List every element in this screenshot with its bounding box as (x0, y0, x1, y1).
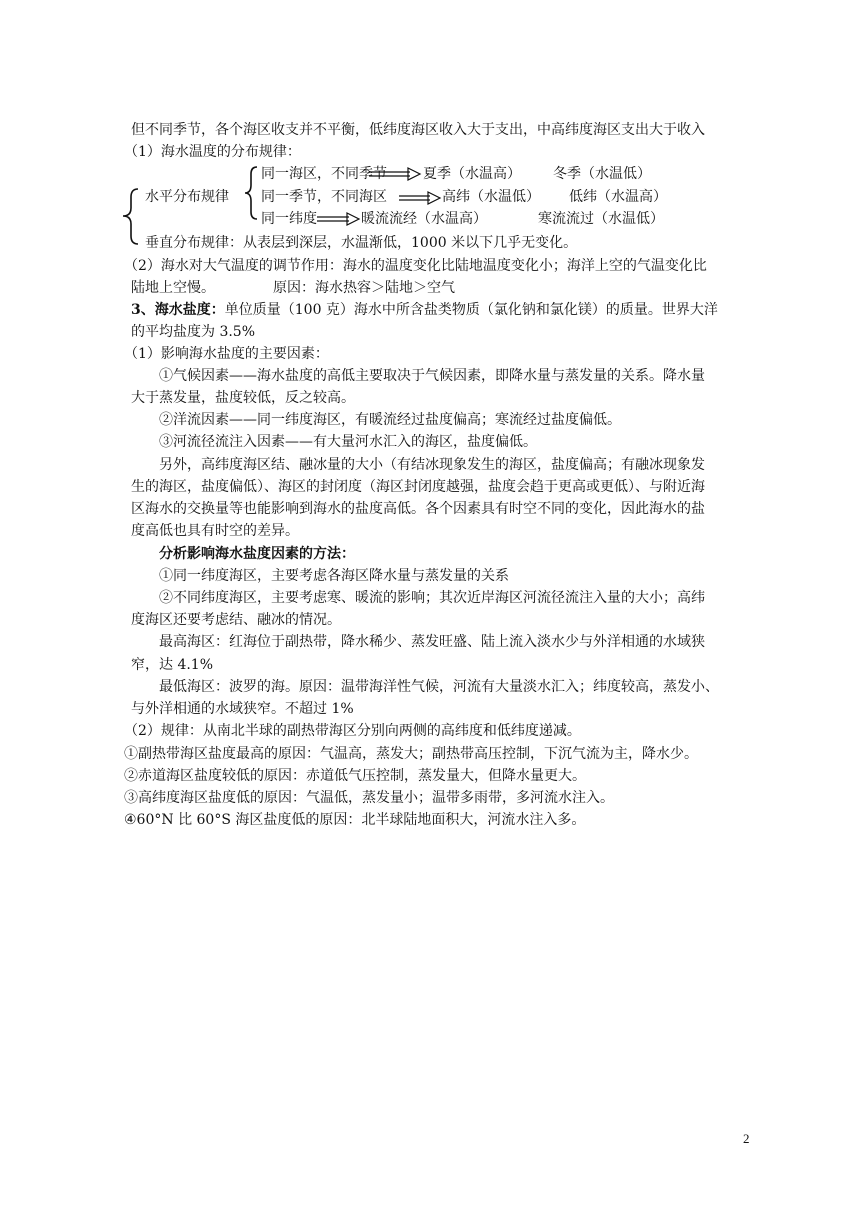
text-line: （1）影响海水盐度的主要因素： (124, 346, 329, 362)
inner-brace (245, 167, 257, 219)
text-line: 与外洋相通的水域狭窄。不超过 1% (131, 701, 354, 717)
tree-label-same-season: 同一季节，不同海区 (261, 189, 387, 205)
text-line: ②赤道海区盐度较低的原因：赤道低气压控制，蒸发量大，但降水量更大。 (124, 768, 586, 784)
salinity-definition: 单位质量（100 克）海水中所含盐类物质（氯化钠和氯化镁）的质量。世界大洋 (224, 302, 718, 318)
text-line: ①气候因素——海水盐度的高低主要取决于气候因素，即降水量与蒸发量的关系。降水量 (159, 368, 705, 384)
text-line: 陆地上空慢。 (131, 280, 215, 296)
section-heading-temperature: （1）海水温度的分布规律： (124, 144, 301, 160)
text-line: 度高低也具有时空的差异。 (131, 523, 299, 539)
salinity-heading-label: 3、海水盐度： (131, 302, 225, 318)
text-line: （2）规律：从南北半球的副热带海区分别向两侧的高纬度和低纬度递减。 (124, 723, 581, 739)
tree-label-low-lat: 低纬（水温高） (569, 189, 667, 205)
section-heading-salinity (131, 300, 718, 320)
text-line: ③高纬度海区盐度低的原因：气温低，蒸发量小；温带多雨带，多河流水注入。 (124, 790, 614, 806)
tree-label-warm: 暖流流经（水温高） (361, 211, 487, 227)
tree-label-same-area: 同一海区，不同季节 (261, 166, 387, 182)
tree-label-cold: 寒流流过（水温低） (538, 211, 664, 227)
text-line: 大于蒸发量，盐度较低，反之较高。 (131, 390, 355, 406)
outer-brace (123, 189, 138, 244)
text-line: 另外，高纬度海区结、融冰量的大小（有结冰现象发生的海区，盐度偏高；有融冰现象发 (159, 457, 705, 473)
page-number: 2 (743, 1131, 750, 1146)
tree-label-summer: 夏季（水温高） (423, 166, 521, 182)
tree-label-winter: 冬季（水温低） (553, 166, 651, 182)
tree-label-high-lat: 高纬（水温低） (442, 189, 540, 205)
tree-label-horizontal: 水平分布规律 (145, 189, 229, 205)
arrow-icon (399, 192, 440, 204)
method-heading: 分析影响海水盐度因素的方法： (159, 546, 355, 562)
text-line: 窄，达 4.1% (131, 657, 214, 673)
text-line: ①同一纬度海区，主要考虑各海区降水量与蒸发量的关系 (159, 568, 509, 584)
tree-label-vertical: 垂直分布规律：从表层到深层，水温渐低，1000 米以下几乎无变化。 (145, 235, 578, 251)
text-line: ①副热带海区盐度最高的原因：气温高，蒸发大；副热带高压控制，下沉气流为主，降水少。 (124, 746, 698, 762)
tree-label-same-lat: 同一纬度 (261, 211, 317, 227)
text-line: 最高海区：红海位于副热带，降水稀少、蒸发旺盛、陆上流入淡水少与外洋相通的水域狭 (159, 634, 705, 650)
text-line: 的平均盐度为 3.5% (131, 324, 256, 340)
text-line: 但不同季节，各个海区收支并不平衡，低纬度海区收入大于支出，中高纬度海区支出大于收入 (131, 122, 705, 138)
text-line: 区海水的交换量等也能影响到海水的盐度高低。各个因素具有时空不同的变化，因此海水的盐 (131, 501, 705, 517)
text-line: ②洋流因素——同一纬度海区，有暖流经过盐度偏高；寒流经过盐度偏低。 (159, 412, 621, 428)
text-line: 原因：海水热容＞陆地＞空气 (273, 280, 455, 296)
text-line: 最低海区：波罗的海。原因：温带海洋性气候，河流有大量淡水汇入；纬度较高，蒸发小、 (159, 679, 719, 695)
text-line: ④60°N 比 60°S 海区盐度低的原因：北半球陆地面积大，河流水注入多。 (124, 812, 586, 828)
text-line: 度海区还要考虑结、融冰的情况。 (131, 612, 341, 628)
text-line: （2）海水对大气温度的调节作用：海水的温度变化比陆地温度变化小；海洋上空的气温变化比 (124, 258, 707, 274)
arrow-icon (317, 213, 359, 225)
text-line: ②不同纬度海区，主要考虑寒、暖流的影响；其次近岸海区河流径流注入量的大小；高纬 (159, 590, 705, 606)
text-line: 生的海区，盐度偏低）、海区的封闭度（海区封闭度越强，盐度会趋于更高或更低）、与附近海 (131, 479, 705, 495)
text-line: ③河流径流注入因素——有大量河水汇入的海区，盐度偏低。 (159, 434, 537, 450)
